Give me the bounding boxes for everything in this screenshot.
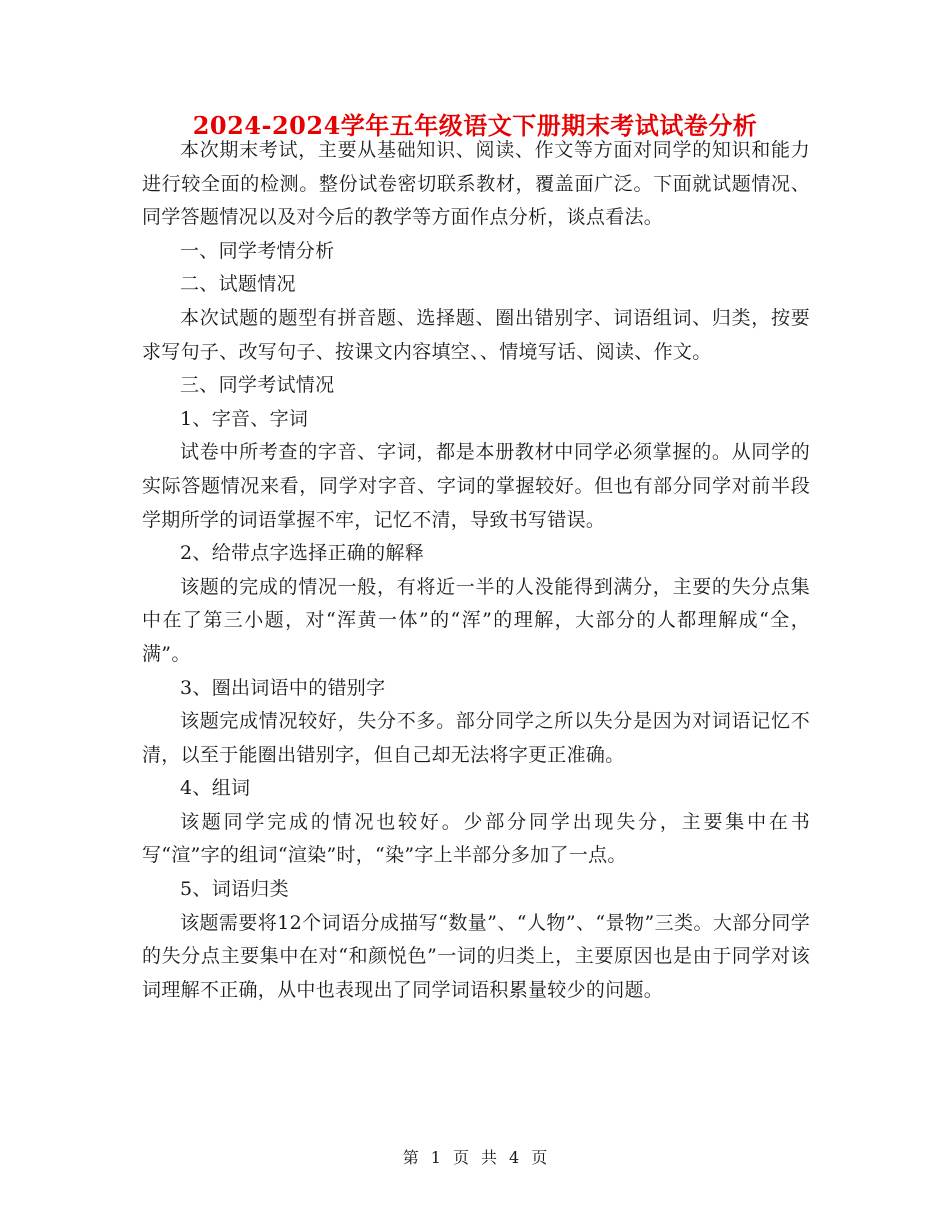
- subsection-heading: 5、词语归类: [180, 878, 289, 901]
- footer-page-number: 1: [430, 1148, 441, 1167]
- paragraph: 该题同学完成的情况也较好。少部分同学出现失分，主要集中在书写“渲”字的组词“渲染”时，“染”字上半部分多加了一点。: [142, 810, 810, 867]
- document-body: [142, 134, 810, 1007]
- footer-total-suffix: 页: [531, 1148, 548, 1167]
- subsection-heading: 2、给带点字选择正确的解释: [180, 542, 424, 565]
- paragraph: 试卷中所考查的字音、字词，都是本册教材中同学必须掌握的。从同学的实际答题情况来看，同学对字音、字词的掌握较好。但也有部分同学对前半段学期所学的词语掌握不牢，记忆不清，导致书写错误。: [142, 441, 810, 531]
- subsection-heading: 4、组词: [180, 777, 251, 800]
- paragraph: 该题完成情况较好，失分不多。部分同学之所以失分是因为对词语记忆不清，以至于能圈出错别字，但自己却无法将字更正准确。: [142, 710, 810, 766]
- document-title: 2024-2024学年五年级语文下册期末考试试卷分析: [192, 111, 758, 140]
- section-heading: 三、同学考试情况: [180, 374, 335, 397]
- page-footer: [0, 1147, 950, 1169]
- section-heading: 二、试题情况: [180, 273, 296, 296]
- footer-total-pages: 4: [509, 1148, 520, 1167]
- footer-page-prefix: 第: [402, 1148, 419, 1167]
- section-heading: 一、同学考情分析: [180, 239, 335, 262]
- footer-total-word: 共: [481, 1148, 498, 1167]
- subsection-heading: 3、圈出词语中的错别字: [180, 676, 386, 699]
- paragraph: 该题的完成的情况一般，有将近一半的人没能得到满分，主要的失分点集中在了第三小题，对“浑黄一体”的“浑”的理解，大部分的人都理解成“全，满”。: [142, 575, 810, 665]
- paragraph: 本次期末考试，主要从基础知识、阅读、作文等方面对同学的知识和能力进行较全面的检测。整份试卷密切联系教材，覆盖面广泛。下面就试题情况、同学答题情况以及对今后的教学等方面作点分析，谈点看法。: [142, 139, 810, 229]
- subsection-heading: 1、字音、字词: [180, 407, 309, 430]
- footer-page-word: 页: [452, 1148, 469, 1167]
- paragraph: 该题需要将12个词语分成描写“数量”、“人物”、“景物”三类。大部分同学的失分点主要集中在对“和颜悦色”一词的归类上，主要原因也是由于同学对该词理解不正确，从中也表现出了同学词语积累量较少的问题。: [142, 911, 810, 1001]
- paragraph: 本次试题的题型有拼音题、选择题、圈出错别字、词语组词、归类，按要求写句子、改写句子、按课文内容填空、、情境写话、阅读、作文。: [142, 306, 810, 363]
